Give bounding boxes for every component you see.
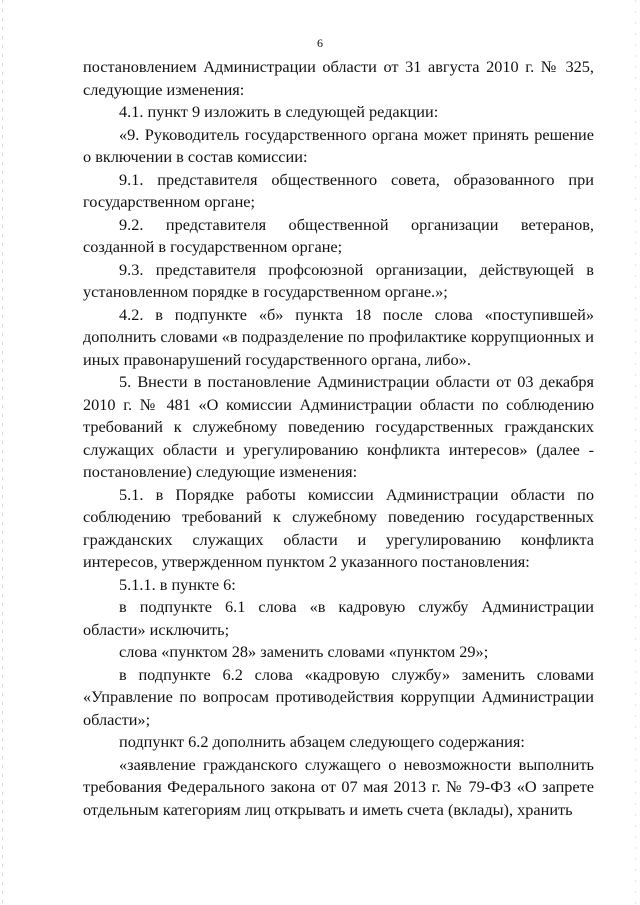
paragraph: подпункт 6.2 дополнить абзацем следующего содержания: [119,732,525,751]
paragraph: 9.2. представителя общественной организации ветеранов, созданной в государственном органе; [83,214,594,256]
paragraph: «заявление гражданского служащего о невозможности выполнить требования Федерального закона от 07 мая 2013 г. № 79-ФЗ «О запрете отдельным категориям лиц открывать и иметь счета (вклады), хранить [83,754,594,819]
paragraph: 5.1.1. в пункте 6: [119,574,236,594]
paragraph: 5. Внести в постановление Администрации области от 03 декабря 2010 г. № 481 «О комиссии Администрации области по соблюдению требований к служебному поведению государственных гражданских служащих области и урегулированию конфликта интересов» (далее - постановление) следующие изменения: [83,372,594,481]
paragraph: в подпункте 6.2 слова «кадровую службу» заменить словами «Управление по вопросам противодействия коррупции Администрации области»; [83,664,594,729]
paragraph: 5.1. в Порядке работы комиссии Администрации области по соблюдению требований к служебному поведению государственных гражданских служащих области и урегулированию конфликта интересов, утвержденном пунктом 2 указанного постановления: [83,484,594,571]
paragraph: 9.1. представителя общественного совета, образованного при государственном органе; [83,169,594,211]
document-body [83,56,594,821]
scan-edge-left [2,0,3,905]
paragraph: 4.2. в подпункте «б» пункта 18 после слова «поступившей» дополнить словами «в подразделение по профилактике коррупционных и иных правонарушений государственного органа, либо». [83,304,594,369]
paragraph: в подпункте 6.1 слова «в кадровую службу Администрации области» исключить; [83,597,594,639]
paragraph: слова «пунктом 28» заменить словами «пунктом 29»; [119,642,489,661]
page-number: 6 [317,36,323,50]
paragraph: «9. Руководитель государственного органа может принять решение о включении в состав комиссии: [83,124,594,166]
scan-edge-right [635,0,636,905]
paragraph: постановлением Администрации области от 31 августа 2010 г. № 325, следующие изменения: [83,57,594,99]
paragraph: 4.1. пункт 9 изложить в следующей редакции: [119,102,439,121]
paragraph: 9.3. представителя профсоюзной организации, действующей в установленном порядке в государственном органе.»; [83,259,594,301]
